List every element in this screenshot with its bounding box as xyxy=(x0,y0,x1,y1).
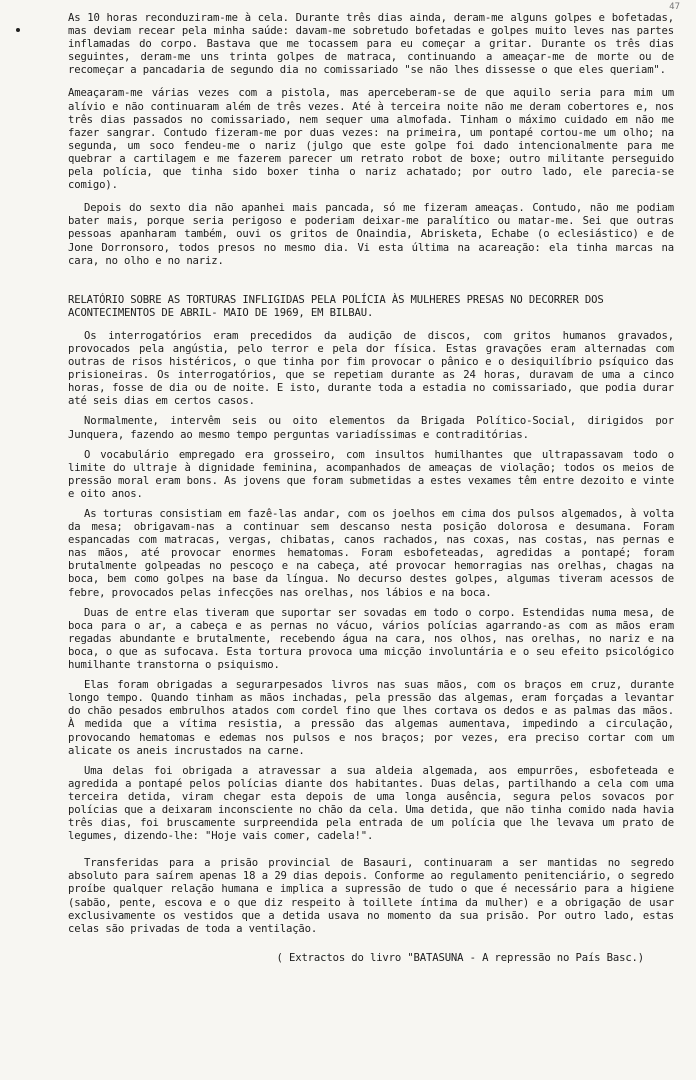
paragraph: Normalmente, intervêm seis ou oito elementos da Brigada Político-Social, dirigidos por Junquera, fazendo ao mesmo tempo perguntas variadíssimas e contraditórias. xyxy=(68,415,674,441)
paragraph: Duas de entre elas tiveram que suportar ser sovadas em todo o corpo. Estendidas numa mesa, de boca para o ar, a cabeça e as pernas no vácuo, vários polícias agarrando-as com as mãos eram regadas abundante e brutalmente, recebendo água na cara, nos olhos, nas orelhas, no nariz e na boca, o que as sufocava. Esta tortura provoca uma micção involuntária e o seu efeito psicológico humilhante transtorna o psiquismo. xyxy=(68,606,674,672)
paragraph: Depois do sexto dia não apanhei mais pancada, só me fizeram ameaças. Contudo, não me podiam bater mais, porque seria perigoso e poderiam deixar-me paralítico ou matar-me. Sei que outras pessoas apanharam também, ouvi os gritos de Onaindia, Abrisketa, Echabe (o eclesiástico) e de Jone Dorronsoro, todos presos no mesmo dia. Vi esta última na acareação: ela tinha marcas na cara, no olho e no nariz. xyxy=(68,202,674,267)
testimony-section xyxy=(68,12,674,268)
source-citation: ( Extractos do livro "BATASUNA - A repressão no País Basc.) xyxy=(276,951,644,964)
paragraph: Ameaçaram-me várias vezes com a pistola, mas aperceberam-se de que aquilo seria para mim um alívio e não continuaram além de três vezes. Até à terceira noite não me deram cobertores e, nos três dias passados no comissariado, nem sequer uma almofada. Tinham o máximo cuidado em não me fazer sangrar. Contudo fizeram-me por duas vezes: na primeira, um pontapé cortou-me um olho; na segunda, um soco fendeu-me o nariz (julgo que este golpe foi dado intencionalmente para me quebrar a cartilagem e me fazerem parecer um retrato robot de boxe; outro militante perseguido pela polícia, que tinha sido boxer tinha o nariz achatado; por outro lado, ele parecia-se comigo). xyxy=(68,87,674,192)
margin-mark xyxy=(16,28,20,32)
paragraph: Os interrogatórios eram precedidos da audição de discos, com gritos humanos gravados, provocados pela angústia, pelo terror e pela dor física. Estas gravações eram alternadas com outras de risos histéricos, o que tinha por fim provocar o pânico e o desiquilíbrio psíquico das prisioneiras. Os interrogatórios, que se repetiam durante as 24 horas, duravam de uma a cinco horas, fosse de dia ou de noite. E isto, durante toda a estadia no comissariado, que podia durar até seis dias em certos casos. xyxy=(68,329,674,408)
paragraph: As 10 horas reconduziram-me à cela. Durante três dias ainda, deram-me alguns golpes e bofetadas, mas deviam recear pela minha saúde: davam-me sobretudo bofetadas e golpes muito leves nas partes inflamadas do corpo. Bastava que me tocassem para eu começar a gritar. Durante os três dias seguintes, deram-me uns trinta golpes de matraca, continuando a ameaçar-me de morte ou de recomeçar a pancadaria de segundo dia no comissariado "se não lhes dissesse o que eles queriam". xyxy=(68,12,674,77)
paragraph: Uma delas foi obrigada a atravessar a sua aldeia algemada, aos empurrões, esbofeteada e agredida a pontapé pelos polícias diante dos habitantes. Duas delas, partilhando a cela com uma terceira detida, viram chegar esta depois de uma longa ausência, segura pelos sovacos por polícias que a deixaram inconsciente no chão da cela. Uma detida, que não tinha comido nada havia três dias, foi bruscamente surpreendida pela entrada de um polícia que lhe levava um prato de legumes, dizendo-lhe: "Hoje vais comer, cadela!". xyxy=(68,764,674,843)
paragraph: Transferidas para a prisão provincial de Basauri, continuaram a ser mantidas no segredo absoluto para saírem apenas 18 a 29 dias depois. Conforme ao regulamento penitenciário, o segredo proíbe qualquer relação humana e implica a supressão de tudo o que é necessário para a higiene (sabão, pente, escova e o que diz respeito à toillete íntima da mulher) e a obrigação de usar exclusivamente os vestidos que a detida usava no momento da sua prisão. Por outro lado, estas celas são privadas de toda a ventilação. xyxy=(68,857,674,935)
report-section xyxy=(68,294,674,936)
paragraph: Elas foram obrigadas a segurarpesados livros nas suas mãos, com os braços em cruz, durante longo tempo. Quando tinham as mãos inchadas, pela pressão das algemas, eram forçadas a levantar do chão pesados embrulhos atados com cordel fino que lhes cortava os dedos e as palmas das mãos. À medida que a vítima resistia, a pressão das algemas aumentava, impedindo a circulação, provocando hematomas e edemas nos pulsos e nos braços; por vezes, era preciso cortar com um alicate os aneis incrustados na carne. xyxy=(68,679,674,757)
report-heading: RELATÓRIO SOBRE AS TORTURAS INFLIGIDAS PELA POLÍCIA ÀS MULHERES PRESAS NO DECORRER DOS ACONTECIMENTOS DE ABRIL- MAIO DE 1969, EM BILBAU. xyxy=(68,293,604,319)
page-number: 47 xyxy=(669,2,680,12)
paragraph: O vocabulário empregado era grosseiro, com insultos humilhantes que ultrapassavam todo o limite do ultraje à dignidade feminina, acompanhados de ameaças de violação; todos os meios de pressão moral eram bons. As jovens que foram submetidas a estes vexames têm entre dezoito e vinte e oito anos. xyxy=(68,448,674,500)
paragraph: As torturas consistiam em fazê-las andar, com os joelhos em cima dos pulsos algemados, à volta da mesa; obrigavam-nas a continuar sem descanso nesta posição dolorosa e desumana. Foram espancadas com matracas, vergas, chibatas, canos rachados, nas coxas, nas costas, nas pernas e nas mãos, até provocar enormes hematomas. Foram esbofeteadas, agredidas a pontapé; foram brutalmente golpeadas no pescoço e na cabeça, até provocar hemorragias nas orelhas, chagas na boca, bem como golpes na base da língua. No decurso destes golpes, algumas tiveram acessos de febre, provocados pelas infecções nas orelhas, nos lábios e na boca. xyxy=(68,508,674,599)
